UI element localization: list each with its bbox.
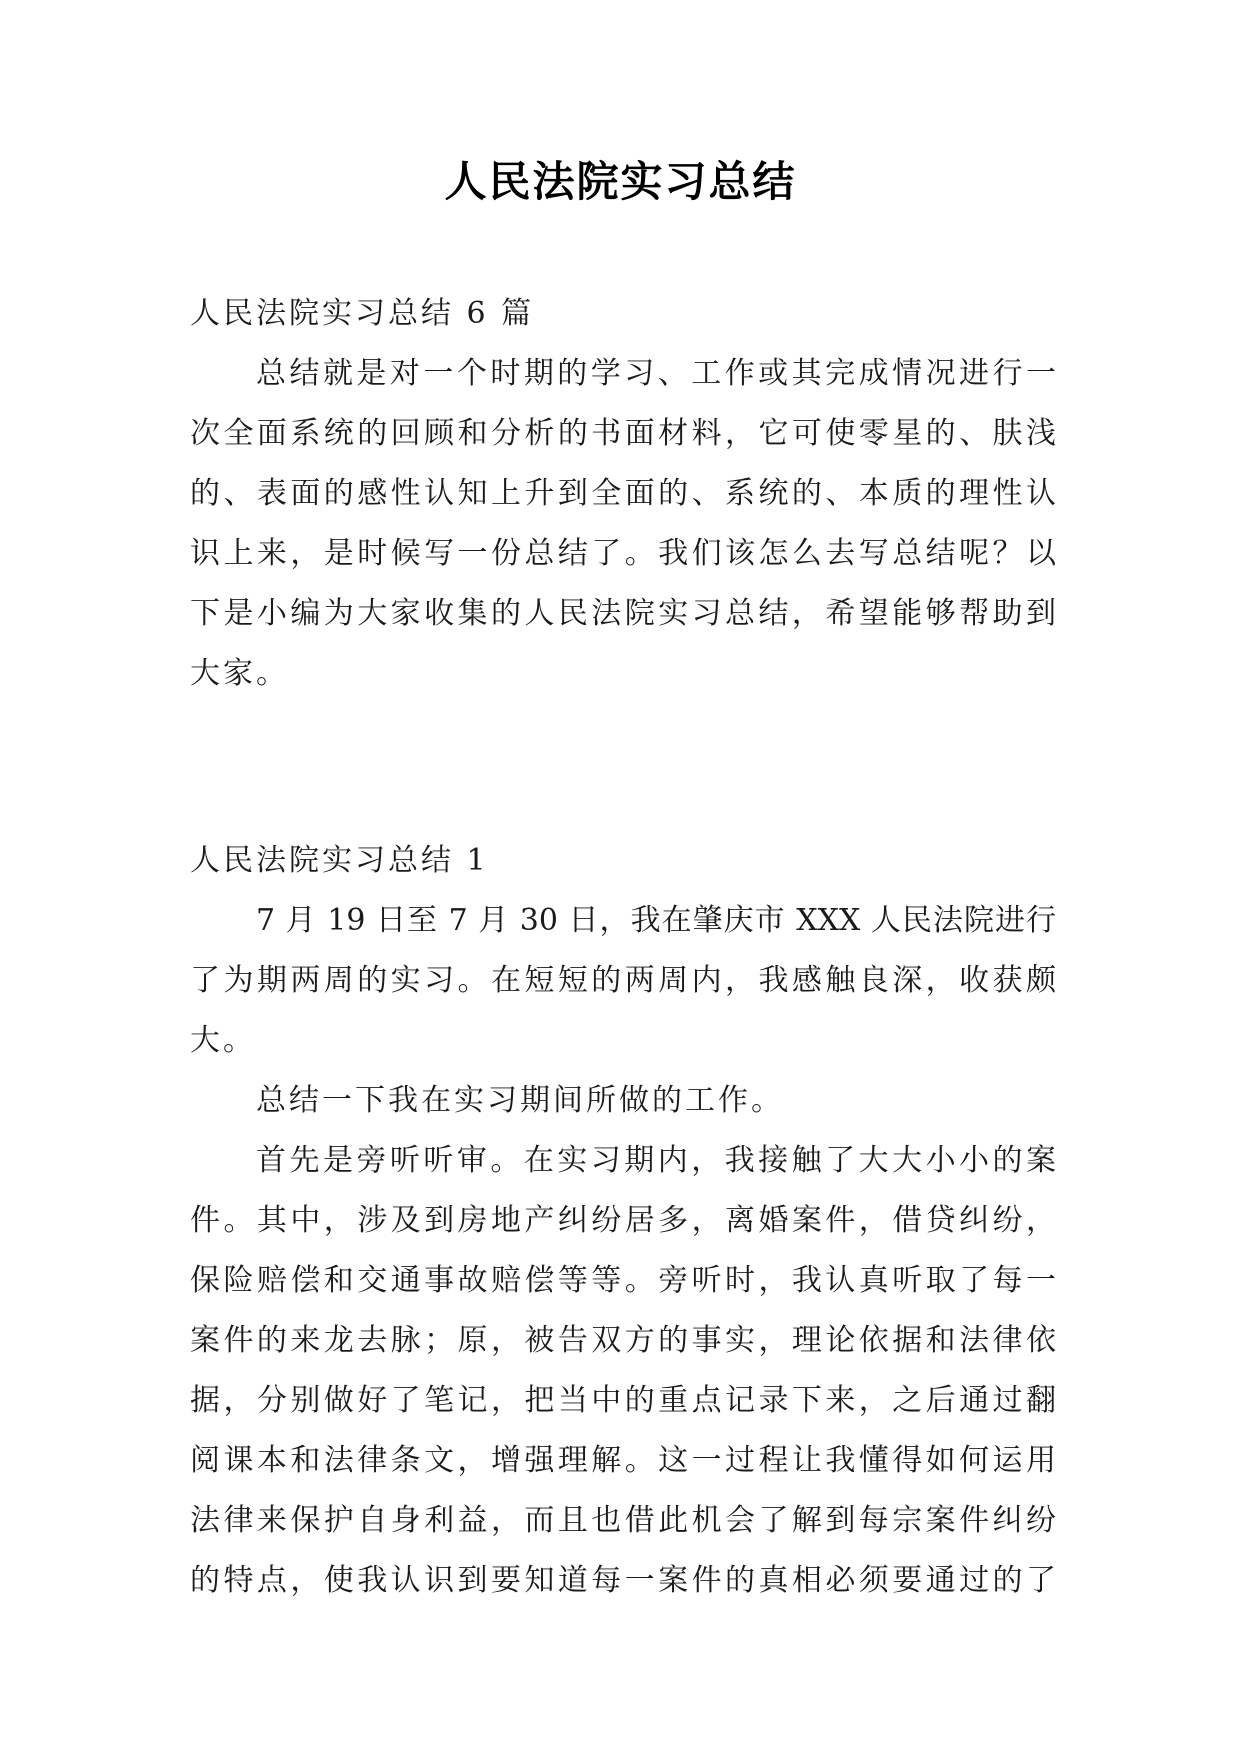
- section1-heading: 人民法院实习总结 1: [190, 843, 489, 878]
- section1-para3-line: 的特点，使我认识到要知道每一案件的真相必须要通过的了: [190, 1563, 1056, 1598]
- section1-para3-line: 件。其中，涉及到房地产纠纷居多，离婚案件，借贷纠纷，: [190, 1203, 1056, 1238]
- intro-line: 下是小编为大家收集的人民法院实习总结，希望能够帮助到: [190, 596, 1056, 631]
- section-gap: [190, 704, 1056, 831]
- intro-line: 次全面系统的回顾和分析的书面材料，它可使零星的、肤浅: [190, 416, 1056, 451]
- document-body: [190, 284, 1056, 1611]
- section1-para3-line: 法律来保护自身利益，而且也借此机会了解到每宗案件纠纷: [190, 1503, 1056, 1538]
- intro-line: 总结就是对一个时期的学习、工作或其完成情况进行一: [256, 356, 1056, 391]
- document-title: 人民法院实习总结: [444, 157, 797, 206]
- intro-line: 的、表面的感性认知上升到全面的、系统的、本质的理性认: [190, 476, 1056, 511]
- section1-para3-line: 首先是旁听听审。在实习期内，我接触了大大小小的案: [256, 1143, 1056, 1178]
- section1-para3-line: 保险赔偿和交通事故赔偿等等。旁听时，我认真听取了每一: [190, 1263, 1056, 1298]
- section1-para3-line: 阅课本和法律条文，增强理解。这一过程让我懂得如何运用: [190, 1443, 1056, 1478]
- intro-line: 大家。: [190, 656, 289, 691]
- section1-para3-line: 案件的来龙去脉；原，被告双方的事实，理论依据和法律依: [190, 1323, 1056, 1358]
- section1-para1-line: 7 月 19 日至 7 月 30 日，我在肇庆市 XXX 人民法院进行: [256, 903, 1056, 938]
- section1-para1-line: 了为期两周的实习。在短短的两周内，我感触良深，收获颇: [190, 963, 1056, 998]
- section1-para1-line: 大。: [190, 1023, 256, 1058]
- intro-line: 识上来，是时候写一份总结了。我们该怎么去写总结呢？以: [190, 536, 1056, 571]
- section1-para3-line: 据，分别做好了笔记，把当中的重点记录下来，之后通过翻: [190, 1383, 1056, 1418]
- intro-heading: 人民法院实习总结 6 篇: [190, 296, 535, 331]
- section1-para2-line: 总结一下我在实习期间所做的工作。: [256, 1083, 784, 1118]
